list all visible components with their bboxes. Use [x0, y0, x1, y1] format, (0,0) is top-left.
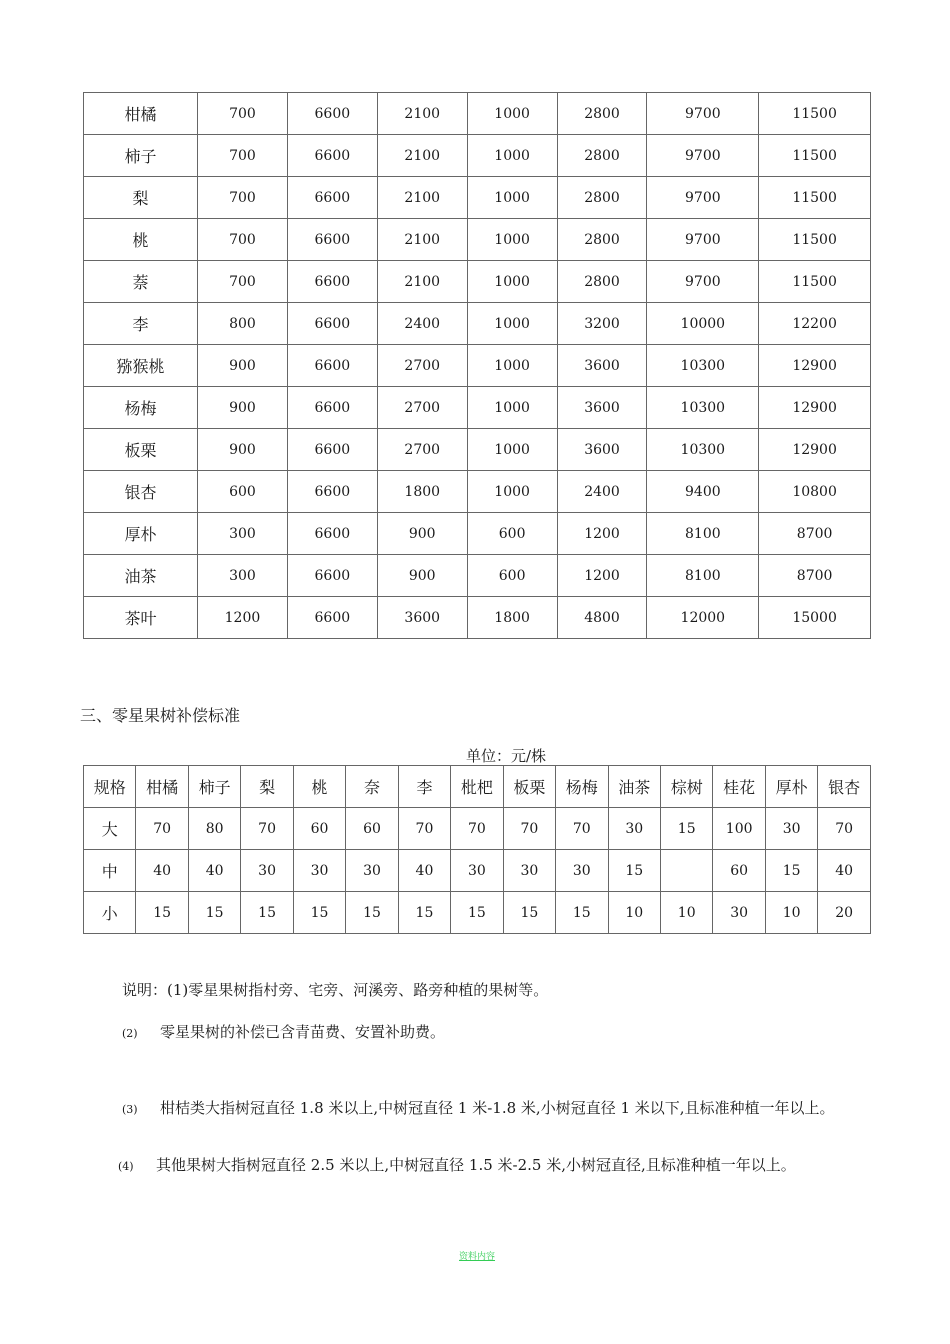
value-cell: 15	[136, 892, 188, 934]
table-row	[84, 429, 871, 471]
value-cell: 300	[198, 555, 288, 597]
value-cell: 10300	[647, 429, 759, 471]
value-cell: 300	[198, 513, 288, 555]
value-cell: 30	[293, 850, 345, 892]
table-row	[84, 135, 871, 177]
note-4	[118, 1154, 796, 1175]
value-cell: 8700	[759, 513, 871, 555]
value-cell: 2100	[377, 177, 467, 219]
value-cell: 9700	[647, 261, 759, 303]
table-row	[84, 93, 871, 135]
unit-label: 单位：元/株	[466, 747, 547, 765]
table-row	[84, 808, 871, 850]
value-cell: 11500	[759, 135, 871, 177]
column-header: 板栗	[503, 766, 555, 808]
value-cell: 60	[293, 808, 345, 850]
value-cell: 1800	[377, 471, 467, 513]
value-cell: 6600	[287, 177, 377, 219]
note-3-text: 柑桔类大指树冠直径 1.8 米以上,中树冠直径 1 米-1.8 米,小树冠直径 1 米以下,且标准种植一年以上。	[160, 1099, 835, 1117]
table-row	[84, 597, 871, 639]
value-cell: 2700	[377, 429, 467, 471]
value-cell: 10300	[647, 387, 759, 429]
value-cell: 10	[608, 892, 660, 934]
value-cell: 6600	[287, 429, 377, 471]
table-row	[84, 387, 871, 429]
value-cell: 3600	[557, 345, 647, 387]
value-cell: 1000	[467, 261, 557, 303]
value-cell: 9400	[647, 471, 759, 513]
size-label-cell: 中	[84, 850, 136, 892]
value-cell: 2800	[557, 177, 647, 219]
column-header: 规格	[84, 766, 136, 808]
value-cell: 30	[608, 808, 660, 850]
value-cell: 2100	[377, 93, 467, 135]
value-cell: 40	[398, 850, 450, 892]
value-cell: 8700	[759, 555, 871, 597]
value-cell: 60	[346, 808, 398, 850]
tree-name-cell: 柑橘	[84, 93, 198, 135]
value-cell: 3600	[377, 597, 467, 639]
value-cell: 2100	[377, 135, 467, 177]
tree-name-cell: 梨	[84, 177, 198, 219]
value-cell: 10	[660, 892, 712, 934]
value-cell: 3600	[557, 387, 647, 429]
value-cell: 70	[241, 808, 293, 850]
value-cell: 1000	[467, 345, 557, 387]
note-4-number: (4)	[118, 1160, 134, 1173]
value-cell: 6600	[287, 303, 377, 345]
value-cell: 70	[398, 808, 450, 850]
value-cell: 2400	[557, 471, 647, 513]
column-header: 柑橘	[136, 766, 188, 808]
note-4-text: 其他果树大指树冠直径 2.5 米以上,中树冠直径 1.5 米-2.5 米,小树冠直径,且标准种植一年以上。	[156, 1156, 796, 1174]
value-cell: 15	[503, 892, 555, 934]
value-cell: 70	[503, 808, 555, 850]
value-cell: 600	[198, 471, 288, 513]
value-cell: 900	[377, 513, 467, 555]
value-cell: 2400	[377, 303, 467, 345]
value-cell: 700	[198, 219, 288, 261]
value-cell: 30	[765, 808, 817, 850]
tree-name-cell: 桃	[84, 219, 198, 261]
value-cell: 6600	[287, 261, 377, 303]
table-row	[84, 219, 871, 261]
tree-name-cell: 杨梅	[84, 387, 198, 429]
value-cell: 11500	[759, 219, 871, 261]
value-cell: 12900	[759, 345, 871, 387]
value-cell: 1000	[467, 93, 557, 135]
value-cell: 1200	[557, 513, 647, 555]
value-cell: 6600	[287, 345, 377, 387]
value-cell: 15	[241, 892, 293, 934]
fruit-tree-compensation-table	[83, 92, 871, 639]
column-header: 桃	[293, 766, 345, 808]
value-cell: 12200	[759, 303, 871, 345]
tree-name-cell: 茶叶	[84, 597, 198, 639]
value-cell: 15	[293, 892, 345, 934]
value-cell: 900	[198, 429, 288, 471]
value-cell: 1000	[467, 135, 557, 177]
column-header: 厚朴	[765, 766, 817, 808]
tree-name-cell: 银杏	[84, 471, 198, 513]
value-cell: 6600	[287, 387, 377, 429]
column-header: 李	[398, 766, 450, 808]
value-cell: 20	[818, 892, 871, 934]
value-cell: 60	[713, 850, 765, 892]
value-cell: 11500	[759, 261, 871, 303]
table-row	[84, 261, 871, 303]
value-cell: 80	[188, 808, 240, 850]
column-header: 桂花	[713, 766, 765, 808]
note-1	[122, 979, 548, 1000]
note-1-text: 说明：(1)零星果树指村旁、宅旁、河溪旁、路旁种植的果树等。	[122, 981, 549, 999]
value-cell: 900	[198, 387, 288, 429]
value-cell: 6600	[287, 555, 377, 597]
tree-name-cell: 柿子	[84, 135, 198, 177]
value-cell: 4800	[557, 597, 647, 639]
value-cell: 700	[198, 261, 288, 303]
value-cell: 9700	[647, 135, 759, 177]
tree-name-cell: 李	[84, 303, 198, 345]
note-2-text: 零星果树的补偿已含青苗费、安置补助费。	[160, 1023, 446, 1041]
value-cell: 12000	[647, 597, 759, 639]
value-cell: 30	[503, 850, 555, 892]
value-cell	[660, 850, 712, 892]
value-cell: 800	[198, 303, 288, 345]
tree-name-cell: 猕猴桃	[84, 345, 198, 387]
value-cell: 1200	[557, 555, 647, 597]
column-header: 油茶	[608, 766, 660, 808]
value-cell: 6600	[287, 597, 377, 639]
note-3	[122, 1097, 835, 1118]
value-cell: 10000	[647, 303, 759, 345]
table-row	[84, 345, 871, 387]
note-2	[122, 1021, 445, 1042]
value-cell: 2800	[557, 93, 647, 135]
value-cell: 70	[136, 808, 188, 850]
value-cell: 2800	[557, 261, 647, 303]
table-row	[84, 513, 871, 555]
value-cell: 1000	[467, 429, 557, 471]
value-cell: 40	[188, 850, 240, 892]
column-header: 枇杷	[451, 766, 503, 808]
value-cell: 900	[198, 345, 288, 387]
scattered-fruit-tree-table	[83, 765, 871, 934]
table-header-row	[84, 766, 871, 808]
size-label-cell: 小	[84, 892, 136, 934]
value-cell: 1200	[198, 597, 288, 639]
tree-name-cell: 萘	[84, 261, 198, 303]
value-cell: 3200	[557, 303, 647, 345]
value-cell: 2700	[377, 345, 467, 387]
value-cell: 1000	[467, 219, 557, 261]
table-row	[84, 892, 871, 934]
value-cell: 900	[377, 555, 467, 597]
value-cell: 2800	[557, 135, 647, 177]
value-cell: 8100	[647, 513, 759, 555]
value-cell: 15	[188, 892, 240, 934]
value-cell: 70	[556, 808, 608, 850]
value-cell: 1000	[467, 387, 557, 429]
value-cell: 1000	[467, 177, 557, 219]
column-header: 棕树	[660, 766, 712, 808]
value-cell: 1000	[467, 303, 557, 345]
tree-name-cell: 板栗	[84, 429, 198, 471]
column-header: 梨	[241, 766, 293, 808]
value-cell: 6600	[287, 471, 377, 513]
value-cell: 30	[556, 850, 608, 892]
column-header: 柿子	[188, 766, 240, 808]
value-cell: 9700	[647, 93, 759, 135]
value-cell: 15	[660, 808, 712, 850]
column-header: 杨梅	[556, 766, 608, 808]
table-row	[84, 555, 871, 597]
table-row	[84, 177, 871, 219]
value-cell: 70	[451, 808, 503, 850]
value-cell: 8100	[647, 555, 759, 597]
value-cell: 70	[818, 808, 871, 850]
note-3-number: (3)	[122, 1103, 138, 1116]
value-cell: 2100	[377, 261, 467, 303]
section-heading: 三、零星果树补偿标准	[80, 706, 241, 725]
value-cell: 11500	[759, 93, 871, 135]
value-cell: 12900	[759, 429, 871, 471]
value-cell: 15	[556, 892, 608, 934]
value-cell: 2800	[557, 219, 647, 261]
value-cell: 15	[765, 850, 817, 892]
table-row	[84, 850, 871, 892]
value-cell: 15000	[759, 597, 871, 639]
value-cell: 700	[198, 135, 288, 177]
value-cell: 700	[198, 177, 288, 219]
value-cell: 10800	[759, 471, 871, 513]
value-cell: 2700	[377, 387, 467, 429]
value-cell: 9700	[647, 219, 759, 261]
value-cell: 30	[346, 850, 398, 892]
value-cell: 1800	[467, 597, 557, 639]
value-cell: 15	[608, 850, 660, 892]
table-row	[84, 471, 871, 513]
value-cell: 100	[713, 808, 765, 850]
value-cell: 700	[198, 93, 288, 135]
value-cell: 40	[818, 850, 871, 892]
value-cell: 30	[713, 892, 765, 934]
value-cell: 600	[467, 513, 557, 555]
size-label-cell: 大	[84, 808, 136, 850]
value-cell: 30	[241, 850, 293, 892]
column-header: 银杏	[818, 766, 871, 808]
value-cell: 11500	[759, 177, 871, 219]
footer-watermark: 资料内容	[459, 1252, 496, 1262]
value-cell: 6600	[287, 93, 377, 135]
table-row	[84, 303, 871, 345]
value-cell: 9700	[647, 177, 759, 219]
value-cell: 600	[467, 555, 557, 597]
tree-name-cell: 厚朴	[84, 513, 198, 555]
value-cell: 40	[136, 850, 188, 892]
value-cell: 6600	[287, 219, 377, 261]
value-cell: 10	[765, 892, 817, 934]
value-cell: 1000	[467, 471, 557, 513]
value-cell: 12900	[759, 387, 871, 429]
value-cell: 6600	[287, 135, 377, 177]
value-cell: 15	[398, 892, 450, 934]
tree-name-cell: 油茶	[84, 555, 198, 597]
value-cell: 6600	[287, 513, 377, 555]
value-cell: 2100	[377, 219, 467, 261]
value-cell: 15	[346, 892, 398, 934]
note-2-number: (2)	[122, 1027, 138, 1040]
value-cell: 10300	[647, 345, 759, 387]
column-header: 奈	[346, 766, 398, 808]
value-cell: 30	[451, 850, 503, 892]
value-cell: 15	[451, 892, 503, 934]
value-cell: 3600	[557, 429, 647, 471]
